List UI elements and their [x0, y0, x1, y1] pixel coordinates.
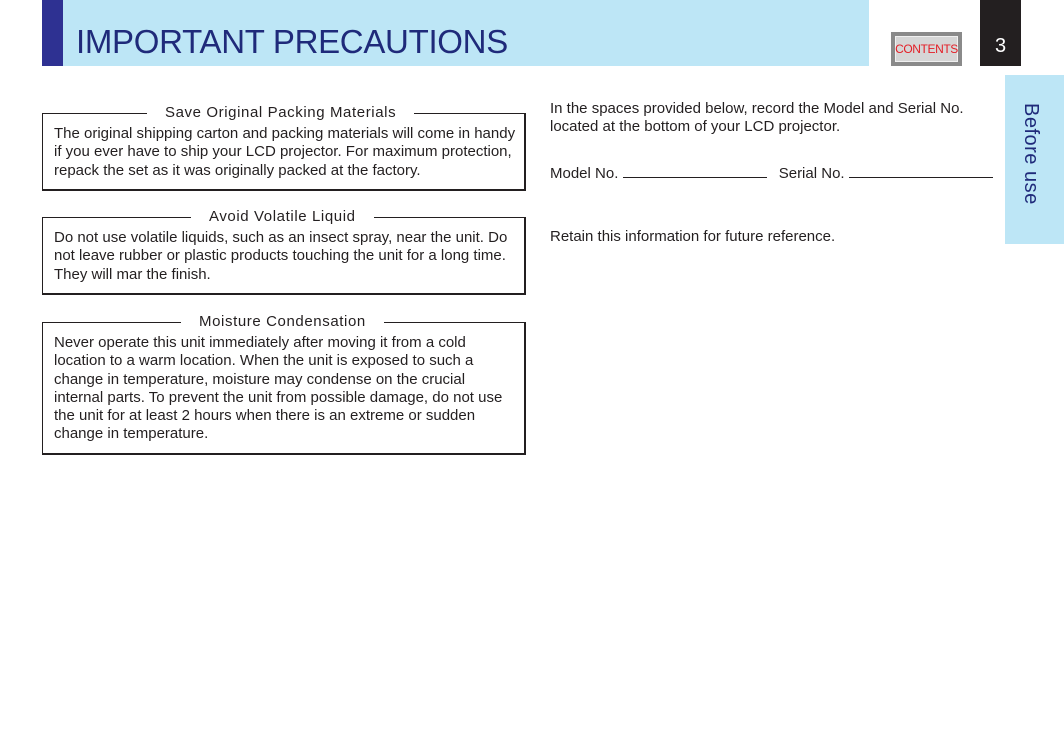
header-band: [63, 0, 869, 66]
side-tab-label: Before use: [1020, 103, 1042, 205]
section-title: Moisture Condensation: [181, 312, 384, 332]
section-title: Save Original Packing Materials: [147, 103, 414, 123]
record-fields: [550, 163, 990, 183]
contents-button[interactable]: [891, 32, 962, 66]
model-number-field[interactable]: [623, 163, 767, 178]
contents-button-label: CONTENTS: [895, 36, 958, 62]
section-text: Do not use volatile liquids, such as an insect spray, near the unit. Do not leave rubber or plastic products touching the unit for a long time. They will mar the finish.: [54, 229, 508, 283]
side-tab-before-use[interactable]: [1005, 75, 1064, 244]
serial-number-field[interactable]: [849, 163, 993, 178]
header-accent-bar: [42, 0, 63, 66]
section-box: [42, 208, 526, 295]
model-label: Model No.: [550, 164, 619, 182]
page-number: 3: [994, 35, 1007, 57]
retain-note: Retain this information for future reference.: [550, 227, 836, 245]
section-box: [42, 313, 526, 455]
page-number-box: [980, 0, 1021, 66]
record-info: [550, 100, 990, 246]
page-title: IMPORTANT PRECAUTIONS: [76, 23, 508, 60]
section-title: Avoid Volatile Liquid: [191, 207, 374, 227]
record-intro: In the spaces provided below, record the Model and Serial No. located at the bottom of your LCD projector.: [550, 100, 964, 136]
serial-label: Serial No.: [778, 164, 845, 182]
section-text: Never operate this unit immediately after moving it from a cold location to a warm location. When the unit is exposed to such a change in temperature, moisture may condense on the crucial internal parts. To prevent the unit from possible damage, do not use the unit for at least 2 hours when there is an extreme or sudden change in temperature.: [54, 334, 503, 443]
section-text: The original shipping carton and packing materials will come in handy if you ever have to ship your LCD projector. For maximum protection, repack the set as it was originally packed at the factory.: [54, 125, 516, 179]
section-box: [42, 104, 526, 191]
